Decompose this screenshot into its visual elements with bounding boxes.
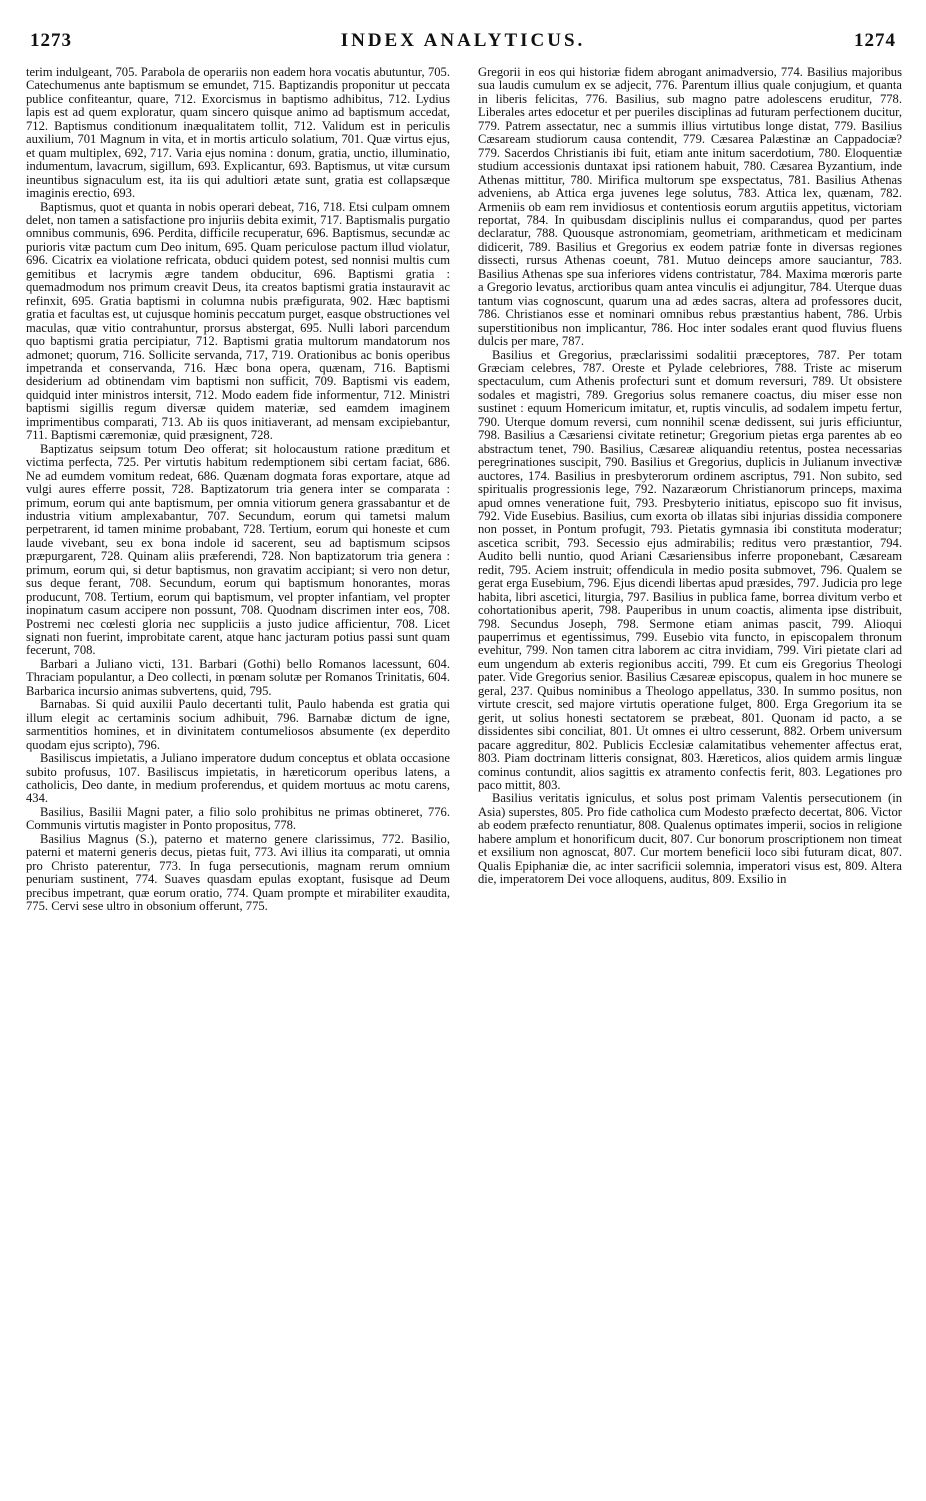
index-entry: Barbari a Juliano victi, 131. Barbari (Gothi) bello Romanos lacessunt, 604. Thraciam populantur, a Deo collecti, in pœnam solutæ per Romanos Trinitatis, 604. Barbarica incursio animas subvertens, quid, 795.	[26, 656, 450, 698]
index-entry: Basilius, Basilii Magni pater, a filio solo prohibitus ne primas obtineret, 776. Communis virtutis magister in Ponto propositus, 778.	[26, 804, 450, 833]
index-entry: Basilius et Gregorius, præclarissimi sodalitii præceptores, 787. Per totam Græciam celebres, 787. Oreste et Pylade celebriores, 788. Triste ac miserum spectaculum, cum Athenis profecturi sunt et domum reversuri, 789. Ut obsistere sodales et magistri, 789. Gregorius solus remanere coactus, diu miser esse non sustinet : equum Homericum imitatur, et, ruptis vinculis, ad sodalem impetu fertur, 790. Uterque domum reversi, cum nonnihil scenæ dedissent, sui juris efficiuntur, 798. Basilius a Cæsariensi civitate retinetur; Gregorium pietas erga parentes ab eo abstractum tenet, 790. Basilius, Cæsareæ aliquandiu retentus, postea necessarias peregrinationes suscipit, 790. Basilius et Gregorius, duplicis in Julianum invectivæ auctores, 174. Basilius in presbyterorum ordinem ascriptus, 791. Non subito, sed spiritualis progressionis lege, 792. Nazaræorum Christianorum princeps, maxima apud omnes veneratione fuit, 793. Presbyterio initiatus, episcopo suo fit invisus, 792. Vide Eusebius. Basilius, cum exorta ob illatas sibi injurias dissidia componere non posset, in Pontum profugit, 793. Pietatis gymnasia ibi constituta moderatur; ascetica scribit, 793. Secessio ejus admirabilis; reditus vero præstantior, 794. Audito belli nuntio, quod Ariani Cæsariensibus inferre proponebant, Cæsaream redit, 795. Aciem instruit; offendicula in medio posita submovet, 796. Qualem se gerat erga Eusebium, 796. Ejus dicendi libertas apud præsides, 797. Judicia pro lege habita, libri ascetici, liturgia, 797. Basilius in publica fame, borrea divitum verbo et cohortationibus aperit, 798. Pauperibus in unum coactis, alimenta ipse distribuit, 798. Secundus Joseph, 798. Sermone etiam animas pascit, 799. Alioqui pauperrimus et egentissimus, 799. Eusebio vita functo, in episcopalem thronum evehitur, 799. Non tamen citra laborem ac citra invidiam, 799. Viri pietate clari ad eum ungendum ab exteris regionibus acciti, 799. Et cum eis Gregorius Theologi pater. Vide Gregorius senior. Basilius Cæsareæ episcopus, qualem in hoc munere se geral, 237. Quibus nominibus a Theologo appellatus, 330. In summo positus, non virtute crescit, sed majore virtutis operatione fulget, 800. Erga Gregorium ita se gerit, ut solius honesti sectatorem se præbeat, 801. Quonam id pacto, a se dissidentes sibi conciliat, 801. Ut omnes ei ultro cesserunt, 882. Orbem universum pacare aggreditur, 802. Publicis Ecclesiæ calamitatibus vehementer affectus erat, 803. Piam doctrinam litteris consignat, 803. Hæreticos, alios quidem armis linguæ cominus contundit, alios sagittis ex atramento confectis ferit, 803. Legationes pro paco mittit, 803.	[478, 347, 902, 793]
index-entry: Baptismus, quot et quanta in nobis operari debeat, 716, 718. Etsi culpam omnem delet, non tamen a satisfactione pro injuriis debita eximit, 717. Baptismalis purgatio omnibus communis, 696. Perdita, difficile recuperatur, 696. Baptismus, secundæ ac purioris vitæ pactum cum Deo initum, 695. Quam periculose pactum illud violatur, 696. Cicatrix ea violatione refricata, obduci quidem potest, sed nonnisi multis cum gemitibus et lacrymis ægre tandem obducitur, 696. Baptismi gratia : quemadmodum nos primum creavit Deus, ita creatos baptismi gratia instauravit ac refinxit, 695. Gratia baptismi in columna nubis præfigurata, 902. Hæc baptismi gratia et facultas est, ut cujusque hominis peccatum purget, easque obstructiones vel maculas, quæ vitio contrahuntur, prorsus abstergat, 695. Nulli labori parcendum quo baptismi gratia percipiatur, 712. Baptismi gratia multorum mandatorum nos admonet; quorum, 716. Sollicite servanda, 717, 719. Orationibus ac bonis operibus impetranda et conservanda, 716. Hæc bona opera, quænam, 716. Baptismi desiderium ad obtinendam vim baptismi non sufficit, 709. Baptismi vis eadem, quidquid inter ministros intersit, 712. Modo eadem fide informentur, 712. Ministri baptismi sigillis regum diversæ quidem materiæ, sed eamdem imaginem imprimentibus comparati, 713. Ab iis quos initiaverant, ad mensam excipiebantur, 711. Baptismi cæremoniæ, quid præsignent, 728.	[26, 199, 450, 443]
index-entry: Baptizatus seipsum totum Deo offerat; sit holocaustum ratione præditum et victima perfecta, 725. Per virtutis habitum redemptionem sibi certam faciat, 686. Ne ad eumdem vomitum redeat, 686. Quænam dogmata foras exportare, atque ad vulgi aures efferre possit, 728. Baptizatorum tria genera inter se comparata : primum, eorum qui ante baptismum, per omnia vitiorum genera grassabantur et de industria vitium amplexabantur, 707. Secundum, eorum qui tametsi malum perpetrarent, id tamen minime probabant, 728. Tertium, eorum qui honeste et cum laude vivebant, seu ex bona indole id sacerent, seu ad baptismum scipsos præpurgarent, 728. Quinam aliis præferendi, 728. Non baptizatorum tria genera : primum, eorum qui, si detur baptismus, non gravatim accipiant; si vero non detur, sus deque ferant, 708. Secundum, eorum qui baptismum honorantes, moras producunt, 708. Tertium, eorum qui baptismum, vel propter infantiam, vel propter inopinatum casum accipere non possunt, 708. Quodnam discrimen inter eos, 708. Postremi nec cœlesti gloria nec suppliciis a justo judice afficientur, 708. Licet signati non fuerint, improbitate carent, atque hanc jacturam potius passi sunt quam fecerunt, 708.	[26, 441, 450, 658]
right-column	[478, 66, 902, 1496]
page-number-left: 1273	[30, 30, 72, 51]
left-column	[26, 66, 450, 1496]
running-title: INDEX ANALYTICUS.	[340, 30, 586, 51]
index-entry: Basilius Magnus (S.), paterno et materno genere clarissimus, 772. Basilio, paterni et materni generis decus, pietas fuit, 773. Avi illius ita comparati, ut omnia pro Christo paterentur, 773. In fuga persecutionis, magnam rerum omnium penuriam sustinent, 774. Suaves quasdam epulas exoptant, fusisque ad Deum precibus impetrant, quæ eorum oratio, 774. Quam prompte et mirabiliter exaudita, 775. Cervi sese ultro in obsonium offerunt, 775.	[26, 831, 450, 914]
index-entry: Gregorii in eos qui historiæ fidem abrogant animadversio, 774. Basilius majoribus sua laudis cumulum ex se adjecit, 776. Parentum illius quale conjugium, et quanta in liberis felicitas, 776. Basilius, sub magno patre adolescens eruditur, 778. Liberales artes edocetur et per pueriles disciplinas ad futuram perfectionem ducitur, 779. Patrem assectatur, nec a summis illius virtutibus longe distat, 779. Basilius Cæsaream studiorum causa contendit, 779. Cæsarea Palæstinæ an Cappadociæ? 779. Sacerdos Christianis ibi fuit, etiam ante initum sacerdotium, 780. Eloquentiæ studium accessionis duntaxat ipsi rationem habuit, 780. Cæsarea Byzantium, inde Athenas mittitur, 780. Mirifica multorum spe exspectatus, 781. Basilius Athenas adveniens, ab Attica erga juvenes lege solutus, 783. Attica lex, quænam, 782. Armeniis ob eam rem invidiosus et contentiosis eorum argutiis appetitus, victoriam reportat, 784. In quibusdam disciplinis nullus ei comparandus, quod per partes declaratur, 788. Quousque astronomiam, geometriam, arithmeticam et medicinam didicerit, 789. Basilius et Gregorius ex eodem patriæ fonte in diversas regiones dissecti, rursus Athenas coeunt, 781. Mutuo deinceps amore sauciantur, 783. Basilius Athenas spe sua inferiores videns contristatur, 784. Maxima mœroris parte a Gregorio levatus, arctioribus quam antea vinculis ei adjungitur, 784. Uterque duas tantum vias cognoscunt, quarum una ad ædes sacras, altera ad professores ducit, 786. Christianos esse et nominari omnibus rebus præstantius habent, 786. Urbis superstitionibus non implicantur, 786. Hoc inter sodales erant quod fluvius fluens dulcis per mare, 787.	[478, 66, 902, 349]
index-entry: Basiliscus impietatis, a Juliano imperatore dudum conceptus et oblata occasione subito profusus, 107. Basiliscus impietatis, in hæreticorum operibus latens, a catholicis, Deo dante, in medium proferendus, et quidem mortuus ac motu carens, 434.	[26, 751, 450, 806]
page-number-right: 1274	[854, 30, 896, 51]
page-header	[30, 30, 896, 54]
index-entry: Basilius veritatis igniculus, et solus post primam Valentis persecutionem (in Asia) superstes, 805. Pro fide catholica cum Modesto præfecto decertat, 806. Victor ab eodem præfecto renuntiatur, 808. Qualenus optimates imperii, socios in religione habere amplum et honorificum ducit, 807. Cur bonorum proscriptionem non timeat et exsilium non agnoscat, 807. Cur mortem beneficii loco sibi futuram dicat, 807. Qualis Epiphaniæ die, ac inter sacrificii solemnia, imperatori visus est, 809. Altera die, imperatorem Dei voce alloquens, auditus, 809. Exsilio in	[478, 791, 902, 887]
index-entry: terim indulgeant, 705. Parabola de operariis non eadem hora vocatis abutuntur, 705. Catechumenus ante baptismum se emundet, 715. Baptizandis proponitur ut peccata publice confiteantur, quare, 712. Exorcismus in baptismo adhibitus, 712. Lydius lapis est ad quem exploratur, quam sincero quisque animo ad baptismum accedat, 712. Baptismus conditionum inæqualitatem tollit, 712. Validum est in periculis auxilium, 701 Magnum in vita, et in mortis articulo solatium, 701. Quæ virtus ejus, et quam multiplex, 692, 717. Varia ejus nomina : donum, gratia, unctio, illuminatio, indumentum, lavacrum, sigillum, 693. Explicantur, 693. Baptismus, ut vitæ cursum ineuntibus signaculum est, ita iis qui adultiori ætate sunt, gratia est collapsæque imaginis erectio, 693.	[26, 66, 450, 201]
index-entry: Barnabas. Si quid auxilii Paulo decertanti tulit, Paulo habenda est gratia qui illum elegit ac certaminis socium adhibuit, 796. Barnabæ dictum de igne, sarmentitios homines, et in divinitatem contumeliosos absumente (ex deperdito quodam ejus scripto), 796.	[26, 697, 450, 752]
